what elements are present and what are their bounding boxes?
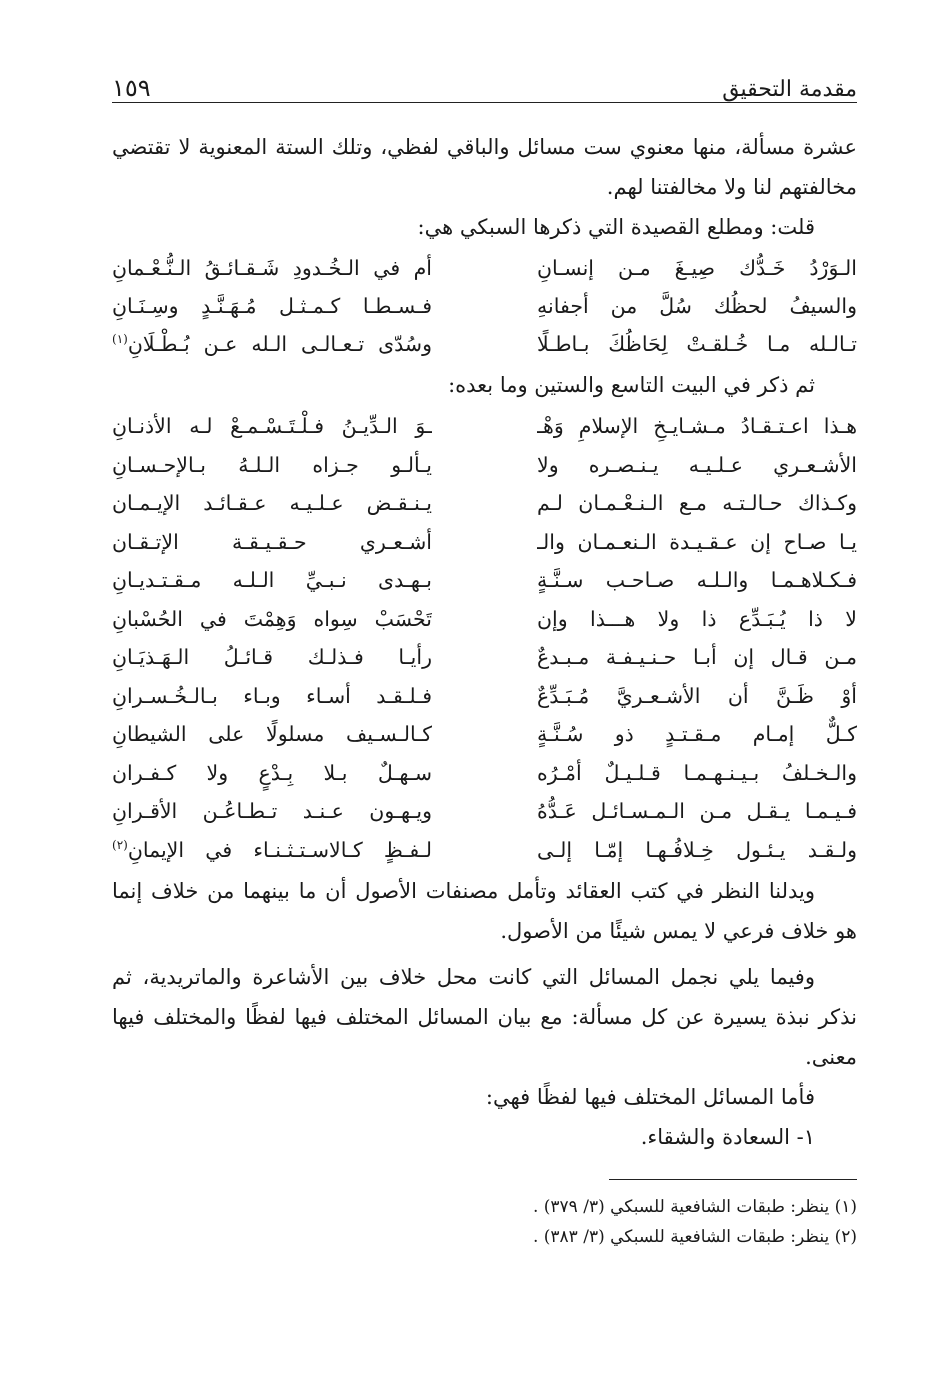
first-hemistich: يـا صـاح إن عـقـيـدة الـنعـمـان والـ [537, 529, 857, 554]
second-hemistich: أم في الـخُـدودِ شَـقـائـقُ الـنُّـعْـمانِ [112, 256, 432, 280]
first-hemistich: أوْ ظَـنَّ أن الأشـعـريَّ مُـبَـدِّعٌ [537, 683, 857, 708]
second-hemistich: فـلـقـد أسـاء وبـاء بـالـخُـسـرانِ [112, 683, 432, 708]
verse-row [112, 249, 857, 287]
verse-row [112, 831, 857, 870]
second-hemistich: فـسـطـا كـمـثـل مُـهَـنَّـدٍ وسِـنَـانِ [112, 294, 432, 318]
hemistich-text: لـفـظٍ كـالاسـتـثـنـاء في الإيمانِ [127, 837, 432, 862]
second-hemistich: كـالـسـيف مسلولًا على الشيطانِ [112, 722, 432, 746]
second-hemistich: ـوَ الـدِّيـنُ فـلْـتَـسْـمـعْ لـه الأذنـانِ [112, 414, 432, 438]
first-hemistich: وكـذاك حـالـتـه مـع الـنـعْـمـان لـم [537, 491, 857, 515]
footnote-1: (١) ينظر: طبقات الشافعية للسبكي (٣/ ٣٧٩) . [532, 1197, 857, 1217]
first-hemistich: مـن قـال إن أبـا حـنـيـفـة مـبـدعٌ [537, 645, 857, 669]
first-hemistich: فـيـمـا يـقـل مـن الـمـسـائـل عَـدُّهُ [537, 799, 857, 823]
verse-row [112, 325, 857, 363]
first-hemistich: كـلٌّ إمـام مـقـتـدٍ ذو سُـنَّـةٍ [537, 722, 857, 746]
footnote-marker: (٢) [112, 837, 128, 852]
verse-row [112, 638, 857, 677]
verse-row [112, 754, 857, 793]
verse-row [112, 715, 857, 754]
hemistich-text: وسُدّى تـعـالـى الـله عـن بُـطْـلَانِ [127, 332, 432, 356]
second-hemistich: بـهـدى نـبـيِّ الـلـه مـقـتـديـانِ [112, 568, 432, 592]
page-number: ١٥٩ [112, 74, 151, 102]
second-hemistich [112, 831, 432, 870]
running-title: مقدمة التحقيق [722, 77, 857, 102]
verse-row [112, 600, 857, 639]
first-hemistich: هـذا اعـتـقـادُ مـشـايـخِ الإسلامِ وَهْـ [537, 414, 857, 438]
second-hemistich [112, 325, 432, 363]
first-hemistich: والسيفُ لحظُك سُلَّ من أجفانهِ [537, 294, 857, 318]
first-hemistich: الـوَرْدُ خَـدُّك صِيـغَ مـن إنسـانِ [537, 256, 857, 280]
paragraph-1: عشرة مسألة، منها معنوي ست مسائل والباقي لفظي، وتلك الستة المعنوية لا تقتضي مخالفتهم لنا ولا مخالفتنا لهم. [112, 135, 857, 199]
verse-row [112, 484, 857, 523]
second-hemistich: تَحْسَبْ سِواه وَهِمْتَ في الحُسْبانِ [112, 606, 432, 631]
poem-opening [112, 249, 857, 363]
paragraph-7: ١- السعادة والشقاء. [640, 1125, 815, 1149]
first-hemistich: والـخـلفُ بـيـنـهـمـا قـلـيـلٌ أمْـرُه [537, 760, 857, 785]
first-hemistich: تـالـله مـا خُـلقـتْ لِحَاظُكَ بـاطـلًا [537, 332, 857, 356]
paragraph-2: قلت: ومطلع القصيدة التي ذكرها السبكي هي: [417, 215, 815, 239]
first-hemistich: لا ذا يُـبَـدِّع ذا ولا هـــذا وإن [537, 606, 857, 631]
verse-row [112, 677, 857, 716]
paragraph-4: ويدلنا النظر في كتب العقائد وتأمل مصنفات الأصول أن ما بينهما من خلاف إنما هو خلاف فرعي لا يمس شيئًا من الأصول. [112, 879, 857, 943]
book-page [112, 58, 857, 1252]
verse-row [112, 523, 857, 562]
first-hemistich: ولـقـد يـئـول خِـلافُـهـا إمّـا إلـى [537, 837, 857, 862]
paragraph-3: ثم ذكر في البيت التاسع والستين وما بعده: [448, 373, 815, 397]
second-hemistich: رأيـا فـذلـك قـائـلُ الـهَـذيَـانِ [112, 645, 432, 669]
verse-row [112, 561, 857, 600]
verse-row [112, 287, 857, 325]
page-header [112, 58, 857, 103]
verse-row [112, 792, 857, 831]
paragraph-5: وفيما يلي نجمل المسائل التي كانت محل خلاف بين الأشاعرة والماتريدية، ثم نذكر نبذة يسيرة عن كل مسألة: مع بيان المسائل المختلف فيها لفظًا والمختلف فيها معنى. [112, 965, 857, 1069]
footnote-divider [609, 1179, 857, 1180]
footnote-2: (٢) ينظر: طبقات الشافعية للسبكي (٣/ ٣٨٣) . [532, 1227, 857, 1247]
second-hemistich: يـألـو جـزاه الـلـهُ بـالإحـسـانِ [112, 452, 432, 477]
footnote-marker: (١) [112, 332, 128, 347]
second-hemistich: ويـهـون عـنـد تـطـاعُـن الأقـرانِ [112, 799, 432, 823]
verse-row [112, 446, 857, 485]
poem-nuniyya [112, 407, 857, 869]
second-hemistich: أشـعـري حـقـيـقـة الإتـقـان [112, 529, 432, 554]
second-hemistich: يـنـقـض عـلـيـه عـقـائـد الإيـمـان [112, 491, 432, 515]
paragraph-6: فأما المسائل المختلف فيها لفظًا فهي: [485, 1085, 815, 1109]
first-hemistich: فـكـلاهـمـا والـلـه صـاحـب سـنَّـةٍ [537, 568, 857, 592]
first-hemistich: الأشـعـري عـلـيـه يـنـصـره ولا [537, 452, 857, 477]
verse-row [112, 407, 857, 446]
second-hemistich: سـهـلٌ بـلا بِـدْعٍ ولا كـفـران [112, 760, 432, 785]
